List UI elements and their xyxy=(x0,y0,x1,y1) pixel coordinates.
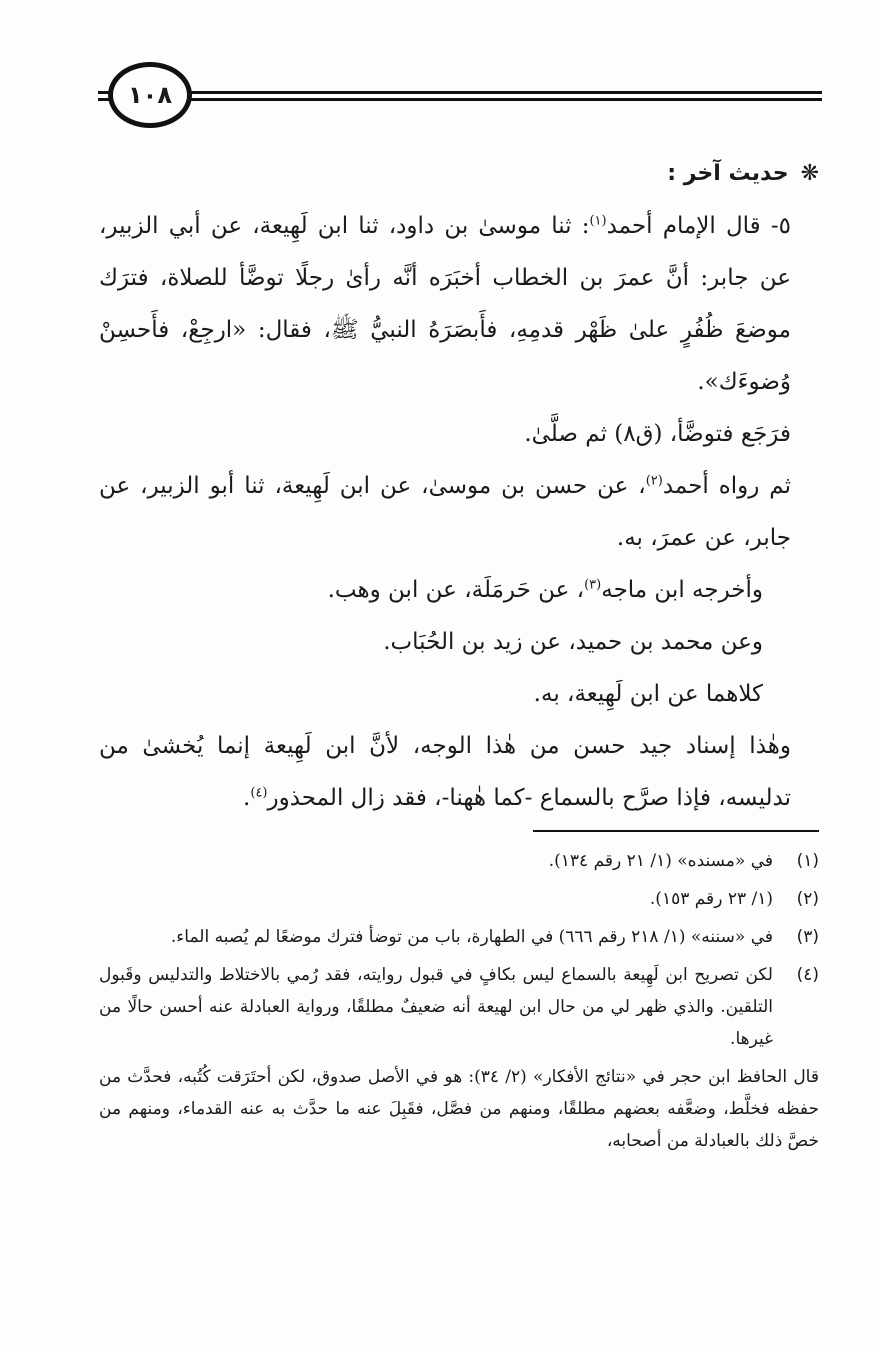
paragraph-text: فرَجَع فتوضَّأ، (ق٨) ثم صلَّىٰ. xyxy=(524,421,791,447)
footnote-4 xyxy=(99,959,819,1055)
footnote-number: (٤) xyxy=(796,965,819,985)
footnote-text: لكن تصريح ابن لَهِيعة بالسماع ليس بكافٍ في قبول روايته، فقد رُمي بالاختلاط والتدليس وقَبول التلقين. والذي ظهر لي من حال ابن لهيعة أنه ضعيفٌ مطلقًا، ورواية العبادلة عنه أحسن حالًا من غيرها. xyxy=(99,965,773,1049)
footnotes xyxy=(99,845,819,1157)
paragraph-hadith xyxy=(99,200,819,408)
paragraph-text: ٥- قال الإمام أحمد xyxy=(606,213,791,239)
paragraph-return xyxy=(99,408,819,460)
star-icon: ❋ xyxy=(800,161,819,186)
footnote-text: في «مسنده» (١/ ٢١ رقم ١٣٤). xyxy=(548,851,773,871)
footnote-ref-3[interactable]: (٣) xyxy=(584,577,602,593)
paragraph-text: وهٰذا إسناد جيد حسن من هٰذا الوجه، لأنَّ ابن لَهِيعة إنما يُخشىٰ من تدليسه، فإذا صرَّح بالسماع -كما هٰهنا-، فقد زال المحذور xyxy=(99,733,791,811)
section-heading xyxy=(99,148,819,200)
footnote-text: (١/ ٢٣ رقم ١٥٣). xyxy=(649,889,773,909)
paragraph-isnad-ruling xyxy=(99,720,819,824)
paragraph-text: ، عن حسن بن موسىٰ، عن ابن لَهِيعة، ثنا أبو الزبير، عن جابر، عن عمرَ، به. xyxy=(99,473,791,551)
footnote-ref-4[interactable]: (٤) xyxy=(250,785,268,801)
page-number: ١٠٨ xyxy=(108,62,192,128)
paragraph-text: ، عن حَرمَلَة، عن ابن وهب. xyxy=(327,577,585,603)
paragraph-both xyxy=(99,668,819,720)
paragraph-text: . xyxy=(243,785,251,811)
footnote-number: (٢) xyxy=(796,889,819,909)
paragraph-second-narration xyxy=(99,460,819,564)
footnote-number: (٣) xyxy=(796,927,819,947)
footnote-number: (١) xyxy=(796,851,819,871)
paragraph-ibn-majah xyxy=(99,564,819,616)
paragraph-muhammad-bin-humaid xyxy=(99,616,819,668)
footnote-1 xyxy=(99,845,819,877)
footnote-continuation: قال الحافظ ابن حجر في «نتائج الأفكار» (٢/ ٣٤): هو في الأصل صدوق، لكن أحتَرَقت كُتُبه، فحدَّث من حفظه فخلَّط، وضعَّفه بعضهم مطلقًا، ومنهم من فصَّل، فقَبِلَ عنه ما حدَّث به عنه القدماء، ومنهم من خصَّ ذلك بالعبادلة من أصحابه، xyxy=(99,1067,819,1151)
paragraph-text: كلاهما عن ابن لَهِيعة، به. xyxy=(533,681,763,707)
main-text xyxy=(99,148,819,824)
footnote-ref-2[interactable]: (٢) xyxy=(645,473,663,489)
header-rule-bottom xyxy=(98,98,822,101)
paragraph-text: : ثنا موسىٰ بن داود، ثنا ابن لَهِيعة، عن أبي الزبير، عن جابر: أنَّ عمرَ بن الخطاب أخبَرَه أنَّه رأىٰ رجلًا توضَّأ للصلاة، فترَك موضعَ ظُفُرٍ علىٰ ظَهْر قدمِهِ، فأَبصَرَهُ النبيُّ ﷺ، فقال: «ارجِعْ، فأَحسِنْ وُضوءَك». xyxy=(99,213,791,395)
page-header xyxy=(98,62,822,132)
footnote-ref-1[interactable]: (١) xyxy=(589,213,607,229)
header-rule-top xyxy=(98,91,822,94)
footnote-text: في «سننه» (١/ ٢١٨ رقم ٦٦٦) في الطهارة، باب من توضأ فترك موضعًا لم يُصبه الماء. xyxy=(170,927,773,947)
paragraph-text: وأخرجه ابن ماجه xyxy=(601,577,763,603)
paragraph-text: ثم رواه أحمد xyxy=(662,473,791,499)
footnote-separator xyxy=(533,830,819,832)
footnote-2 xyxy=(99,883,819,915)
footnote-3 xyxy=(99,921,819,953)
heading-text: حديث آخر : xyxy=(667,161,789,186)
paragraph-text: وعن محمد بن حميد، عن زيد بن الحُبَاب. xyxy=(383,629,763,655)
